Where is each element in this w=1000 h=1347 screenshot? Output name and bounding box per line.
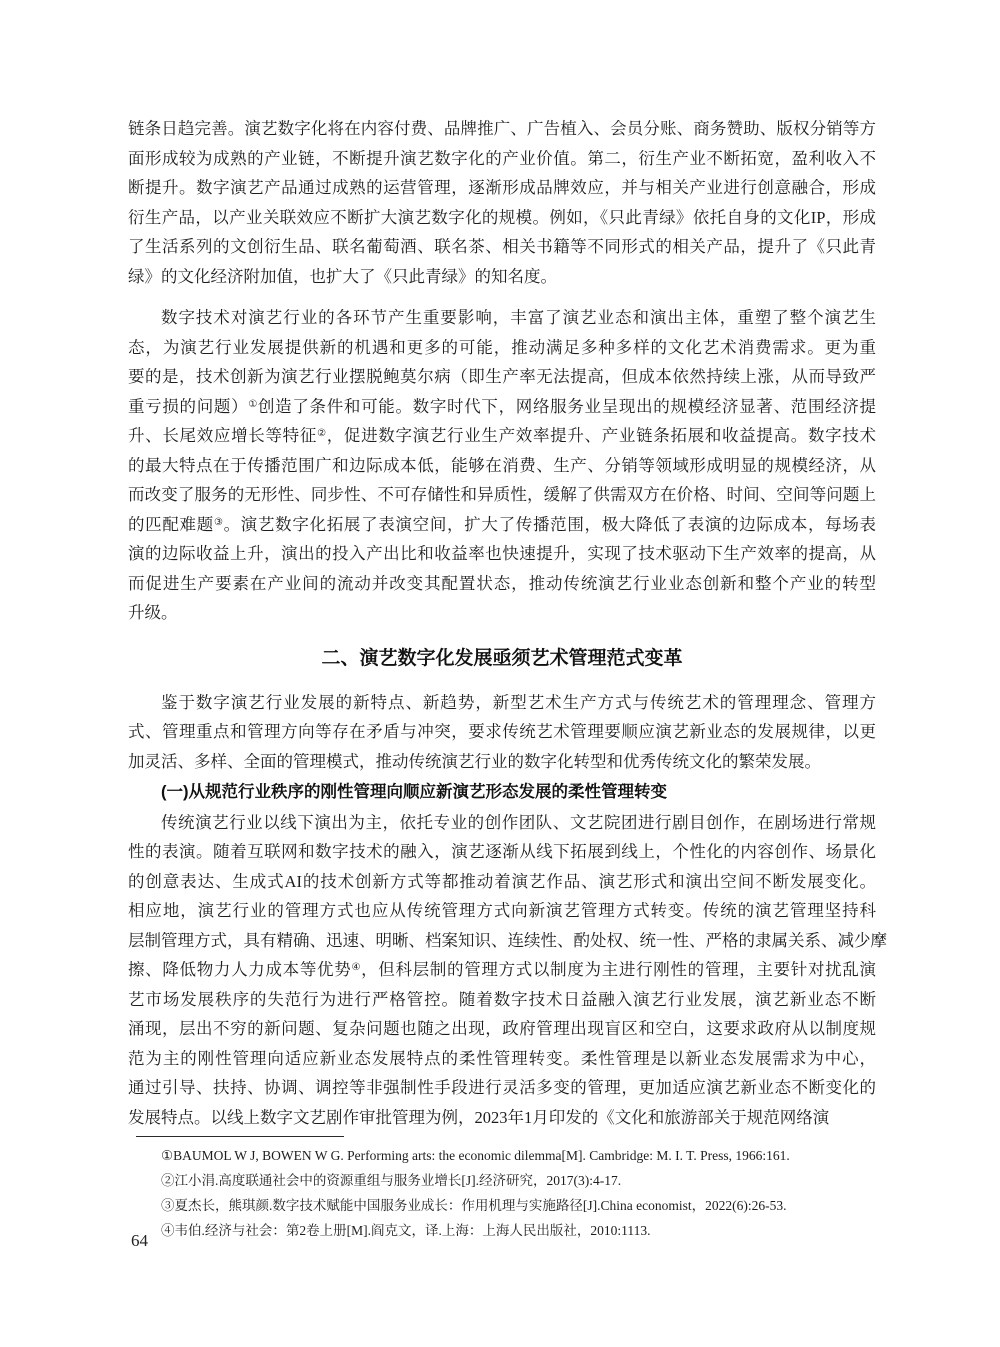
text-line: 数字技术对演艺行业的各环节产生重要影响，丰富了演艺业态和演出主体，重塑了整个演艺生 [161,308,876,327]
text-line: 而改变了服务的无形性、同步性、不可存储性和异质性，缓解了供需双方在价格、时间、空间等问题上 [128,485,876,504]
paragraph-digital-technology-impact [128,303,876,628]
text-line: 传统演艺行业以线下演出为主，依托专业的创作团队、文艺院团进行剧目创作，在剧场进行常规 [161,812,876,832]
paragraph-rigid-to-flexible-management [128,808,887,1133]
text-line: 态，为演艺行业发展提供新的机遇和更多的可能，推动满足多种多样的文化艺术消费需求。更为重 [128,337,876,357]
text-line: 发展特点。以线上数字文艺剧作审批管理为例，2023年1月印发的《文化和旅游部关于规范网络演 [128,1107,830,1127]
text-line: 的创意表达、生成式AI的技术创新方式等都推动着演艺作品、演艺形式和演出空间不断发展变化。 [128,871,876,891]
subsection-heading: (一)从规范行业秩序的刚性管理向顺应新演艺形态发展的柔性管理转变 [161,783,667,801]
text-line: 层制管理方式，具有精确、迅速、明晰、档案知识、连续性、酌处权、统一性、严格的隶属关系、减少摩 [128,930,887,950]
text-line: 式、管理重点和管理方向等存在矛盾与冲突，要求传统艺术管理要顺应演艺新业态的发展规律，以更 [128,722,876,741]
text-line: 加灵活、多样、全面的管理模式，推动传统演艺行业的数字化转型和优秀传统文化的繁荣发展。 [128,751,821,771]
text-line: 要的是，技术创新为演艺行业摆脱鲍莫尔病（即生产率无法提高，但成本依然持续上涨，从而导致严 [128,367,876,386]
text-line: ④韦伯.经济与社会：第2卷上册[M].阎克文，译.上海：上海人民出版社，2010:1113. [161,1223,651,1238]
text-line: 的匹配难题③。演艺数字化拓展了表演空间，扩大了传播范围，极大降低了表演的边际成本，每场表 [128,514,877,534]
footnotes [128,1143,876,1243]
text-line: 涌现，层出不穷的新问题、复杂问题也随之出现，政府管理出现盲区和空白，这要求政府从以制度规 [128,1019,876,1038]
page-content [128,114,887,1243]
text-line: 断提升。数字演艺产品通过成熟的运营管理，逐渐形成品牌效应，并与相关产业进行创意融合，形成 [128,178,876,197]
text-line: 衍生产品，以产业关联效应不断扩大演艺数字化的规模。例如，《只此青绿》依托自身的文化IP，形成 [128,207,876,227]
text-line: 演的边际收益上升，演出的投入产出比和收益率也快速提升，实现了技术驱动下生产效率的提高，从 [128,544,876,563]
text-line: 重亏损的问题）①创造了条件和可能。数字时代下，网络服务业呈现出的规模经济显著、范围经济提 [128,396,877,416]
text-line: 面形成较为成熟的产业链，不断提升演艺数字化的产业价值。第二，衍生产业不断拓宽，盈利收入不 [128,148,876,168]
paragraph-section-intro [128,688,876,777]
text-line: 升、长尾效应增长等特征②，促进数字演艺行业生产效率提升、产业链条拓展和收益提高。数字技术 [128,426,877,445]
footnote-divider [136,1136,344,1137]
text-line: 相应地，演艺行业的管理方式也应从传统管理方式向新演艺管理方式转变。传统的演艺管理坚持科 [128,901,876,920]
text-line: 范为主的刚性管理向适应新业态发展特点的柔性管理转变。柔性管理是以新业态发展需求为中心， [128,1048,876,1068]
text-line: 链条日趋完善。演艺数字化将在内容付费、品牌推广、广告植入、会员分账、商务赞助、版权分销等方 [128,119,876,138]
section-heading: 二、演艺数字化发展亟须艺术管理范式变革 [321,647,683,669]
page-number: 64 [131,1231,148,1250]
text-line: 艺市场发展秩序的失范行为进行严格管控。随着数字技术日益融入演艺行业发展，演艺新业态不断 [128,989,876,1009]
text-line: 的最大特点在于传播范围广和边际成本低，能够在消费、生产、分销等领域形成明显的规模经济，从 [128,455,876,475]
text-line: 了生活系列的文创衍生品、联名葡萄酒、联名茶、相关书籍等不同形式的相关产品，提升了《只此青 [128,237,876,256]
text-line: 通过引导、扶持、协调、调控等非强制性手段进行灵活多变的管理，更加适应演艺新业态不断变化的 [128,1078,876,1097]
text-line: ①BAUMOL W J, BOWEN W G. Performing arts: the economic dilemma[M]. Cambridge: M. I. T. Press, 1966:161. [161,1148,790,1163]
text-line: 性的表演。随着互联网和数字技术的融入，演艺逐渐从线下拓展到线上，个性化的内容创作、场景化 [128,842,876,861]
text-line: ③夏杰长，熊琪颜.数字技术赋能中国服务业成长：作用机理与实施路径[J].China economist，2022(6):26-53. [161,1198,787,1213]
paragraph-continued-from-previous-page [128,114,876,291]
text-line: ②江小涓.高度联通社会中的资源重组与服务业增长[J].经济研究，2017(3):4-17. [161,1173,622,1188]
text-line: 擦、降低物力人力成本等优势④，但科层制的管理方式以制度为主进行刚性的管理，主要针对扰乱演 [128,960,877,979]
text-line: 绿》的文化经济附加值，也扩大了《只此青绿》的知名度。 [128,266,557,286]
text-line: 鉴于数字演艺行业发展的新特点、新趋势，新型艺术生产方式与传统艺术的管理理念、管理方 [161,692,876,712]
text-line: 升级。 [128,603,178,622]
text-line: 而促进生产要素在产业间的流动并改变其配置状态，推动传统演艺行业业态创新和整个产业的转型 [128,573,876,593]
